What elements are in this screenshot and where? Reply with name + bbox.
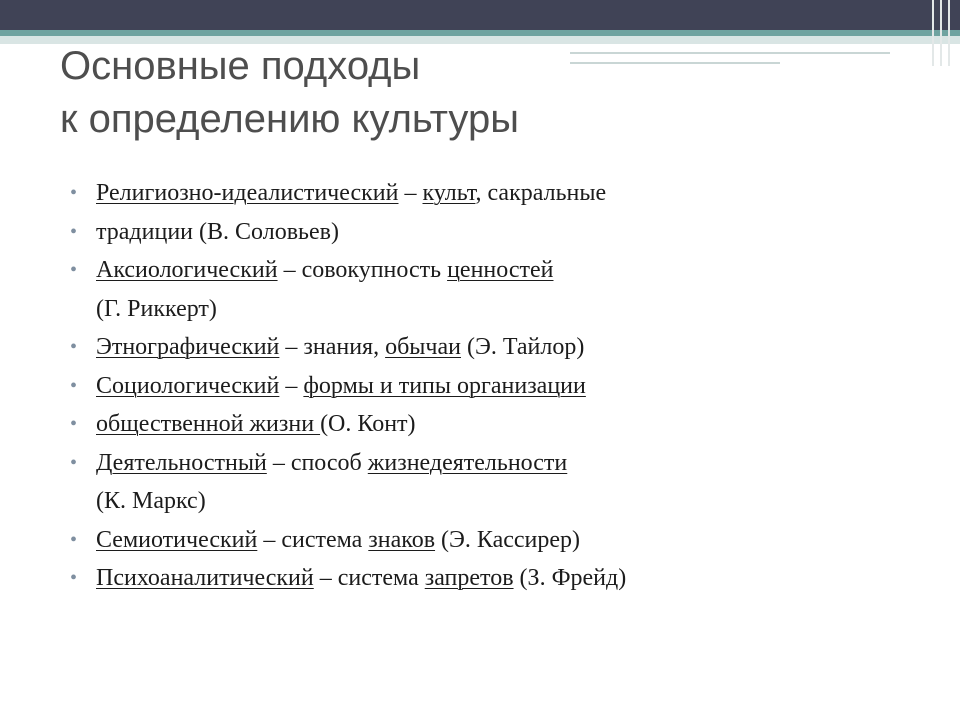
slide-title: [60, 40, 519, 146]
key-term: Социологический: [96, 372, 280, 399]
item-text: (О. Конт): [320, 411, 416, 437]
list-item-continuation: [70, 290, 930, 329]
key-term: Религиозно-идеалистический: [96, 180, 399, 206]
item-text: –: [398, 180, 423, 206]
decorative-stripe: [932, 0, 934, 66]
list-item: [70, 213, 930, 252]
item-text: традиции (В. Соловьев): [96, 218, 339, 245]
key-term: ценностей: [447, 257, 554, 283]
bullet-icon: •: [70, 336, 78, 358]
key-term: запретов: [424, 565, 514, 591]
bullet-icon: •: [70, 182, 78, 204]
decorative-line: [570, 52, 890, 54]
key-term: формы и типы организации: [303, 372, 586, 399]
key-term: обычаи: [385, 334, 461, 360]
item-text: (Г. Риккерт): [96, 295, 217, 322]
list-item: [70, 367, 930, 406]
bullet-icon: •: [70, 528, 78, 551]
header-band: [0, 0, 960, 30]
decorative-stripe: [940, 0, 942, 66]
key-term: общественной жизни: [96, 411, 321, 437]
key-term: знаков: [368, 526, 436, 553]
item-text: , сакральные: [475, 180, 607, 206]
item-text: – система: [313, 565, 425, 591]
list-item: [70, 174, 930, 213]
bullet-icon: •: [70, 259, 78, 281]
slide-title-line: к определению культуры: [60, 97, 519, 141]
slide-title-line: Основные подходы: [60, 44, 421, 88]
key-term: культ: [422, 180, 476, 206]
bullet-icon: •: [70, 567, 78, 589]
item-text: – система: [257, 526, 369, 553]
list-item: [70, 405, 930, 444]
item-text: (К. Маркс): [96, 488, 206, 514]
key-term: Этнографический: [96, 334, 280, 360]
key-term: Деятельностный: [96, 449, 267, 476]
decorative-line: [570, 62, 780, 64]
item-text: (З. Фрейд): [513, 565, 627, 591]
bullet-icon: •: [70, 374, 78, 397]
key-term: Семиотический: [96, 526, 258, 553]
bullet-list: [70, 174, 930, 598]
key-term: Психоаналитический: [96, 565, 314, 591]
item-text: (Э. Кассирер): [435, 526, 581, 553]
list-item: [70, 521, 930, 560]
bullet-icon: •: [70, 451, 78, 474]
decorative-stripe: [948, 0, 950, 66]
list-item: [70, 559, 930, 598]
item-text: – способ: [266, 449, 368, 476]
list-item: [70, 328, 930, 367]
key-term: жизнедеятельности: [367, 449, 568, 476]
key-term: Аксиологический: [96, 257, 278, 283]
item-text: (Э. Тайлор): [461, 334, 585, 360]
list-item-continuation: [70, 482, 930, 521]
item-text: –: [279, 372, 304, 399]
item-text: – знания,: [279, 334, 386, 360]
item-text: – совокупность: [277, 257, 448, 283]
list-item: [70, 251, 930, 290]
bullet-icon: •: [70, 220, 78, 243]
bullet-icon: •: [70, 413, 78, 435]
list-item: [70, 444, 930, 483]
